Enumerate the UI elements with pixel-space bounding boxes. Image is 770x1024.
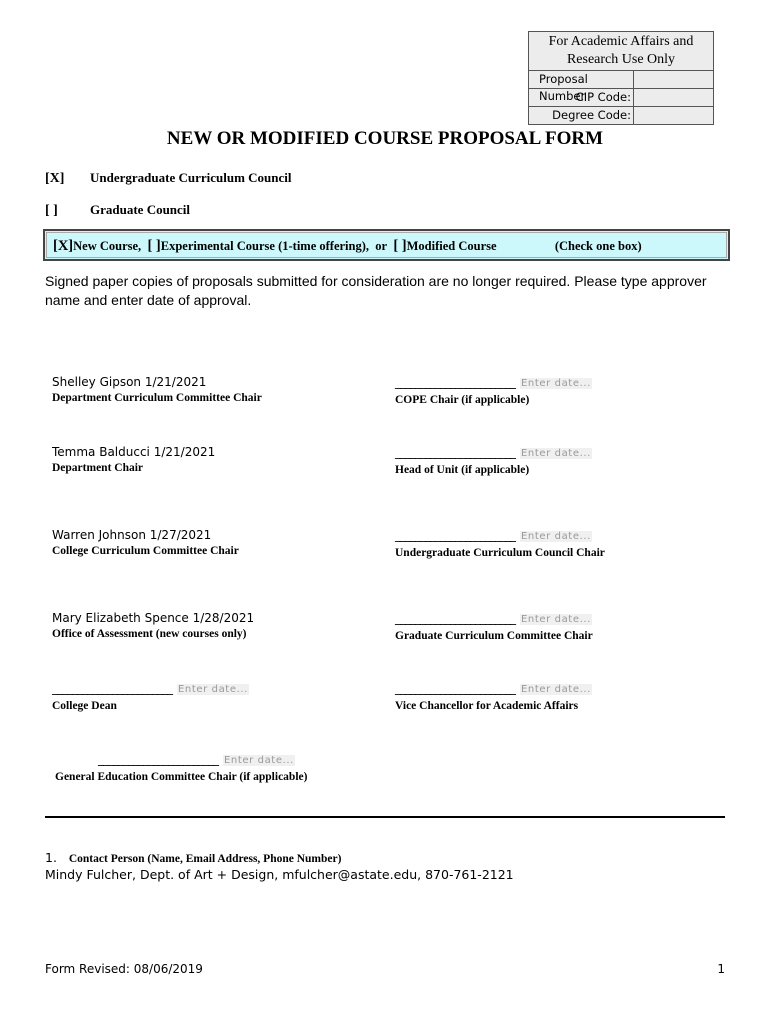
check-one-instruction: (Check one box) xyxy=(554,239,642,253)
contact-question-line xyxy=(45,850,514,867)
contact-answer[interactable]: Mindy Fulcher, Dept. of Art + Design, mfulcher@astate.edu, 870-761-2121 xyxy=(45,867,514,882)
sig-ucc-chair-entry xyxy=(395,527,605,545)
sig-dept-chair xyxy=(52,444,215,476)
sig-cope-line[interactable]: ________________________ xyxy=(395,375,515,389)
sig-cope-role: COPE Chair (if applicable) xyxy=(395,394,530,406)
or-text: or xyxy=(375,239,388,253)
sig-vice-chancellor-date[interactable]: Enter date... xyxy=(521,684,591,695)
sig-gen-ed xyxy=(55,751,307,785)
sig-college-dean xyxy=(52,680,249,714)
sig-college-curriculum xyxy=(52,527,239,559)
sig-cope xyxy=(395,374,592,408)
sig-ucc-chair-date[interactable]: Enter date... xyxy=(521,531,591,542)
sig-vice-chancellor-entry xyxy=(395,680,592,698)
sig-ucc-chair-line[interactable]: ________________________ xyxy=(395,528,515,542)
contact-question-number: 1. xyxy=(45,850,57,865)
sig-dept-chair-role: Department Chair xyxy=(52,462,144,474)
form-revised-date: Form Revised: 08/06/2019 xyxy=(45,962,203,976)
sig-assessment-role: Office of Assessment (new courses only) xyxy=(52,628,247,640)
sig-dept-curriculum-role: Department Curriculum Committee Chair xyxy=(52,392,262,404)
course-type-box xyxy=(43,229,730,261)
sig-college-curriculum-role: College Curriculum Committee Chair xyxy=(52,545,239,557)
degree-code-row xyxy=(529,107,713,124)
sig-grad-curriculum-line[interactable]: ________________________ xyxy=(395,611,515,625)
page-number: 1 xyxy=(717,962,725,976)
contact-section xyxy=(45,850,514,883)
sig-head-unit-date[interactable]: Enter date... xyxy=(521,448,591,459)
sig-cope-entry xyxy=(395,374,592,392)
sig-grad-curriculum-date[interactable]: Enter date... xyxy=(521,614,591,625)
cip-code-label: CIP Code: xyxy=(529,89,634,106)
sig-college-dean-date[interactable]: Enter date... xyxy=(178,684,248,695)
sig-grad-curriculum xyxy=(395,610,593,644)
sig-ucc-chair xyxy=(395,527,605,561)
sig-assessment xyxy=(52,610,254,642)
graduate-checkbox[interactable]: [ ] xyxy=(45,203,58,218)
sig-gen-ed-date[interactable]: Enter date... xyxy=(224,755,294,766)
proposal-number-field[interactable] xyxy=(634,71,713,88)
sig-gen-ed-role: General Education Committee Chair (if applicable) xyxy=(55,771,308,783)
undergraduate-council-label: Undergraduate Curriculum Council xyxy=(90,170,292,185)
council-graduate xyxy=(45,202,190,219)
office-use-box xyxy=(528,31,714,125)
experimental-course-checkbox[interactable]: [ ] xyxy=(147,238,161,254)
sig-ucc-chair-role: Undergraduate Curriculum Council Chair xyxy=(395,547,605,559)
new-course-label: New Course, xyxy=(73,239,142,253)
office-use-heading: For Academic Affairs and Research Use Only xyxy=(529,32,713,71)
sig-grad-curriculum-role: Graduate Curriculum Committee Chair xyxy=(395,630,593,642)
sig-college-curriculum-name[interactable]: Warren Johnson 1/27/2021 xyxy=(52,528,212,542)
sig-grad-curriculum-entry xyxy=(395,610,593,628)
sig-vice-chancellor-line[interactable]: ________________________ xyxy=(395,681,515,695)
cip-code-row xyxy=(529,89,713,107)
new-course-checkbox[interactable]: [X] xyxy=(53,238,74,254)
sig-college-dean-entry xyxy=(52,680,249,698)
sig-dept-curriculum xyxy=(52,374,262,406)
sig-assessment-name[interactable]: Mary Elizabeth Spence 1/28/2021 xyxy=(52,611,255,625)
experimental-course-label: Experimental Course (1-time offering), xyxy=(160,239,370,253)
degree-code-field[interactable] xyxy=(634,107,713,124)
council-undergraduate xyxy=(45,170,292,187)
section-divider xyxy=(45,816,725,818)
sig-dept-chair-name[interactable]: Temma Balducci 1/21/2021 xyxy=(52,445,216,459)
sig-head-unit-role: Head of Unit (if applicable) xyxy=(395,464,530,476)
contact-question: Contact Person (Name, Email Address, Phone Number) xyxy=(68,853,342,865)
modified-course-checkbox[interactable]: [ ] xyxy=(393,238,407,254)
form-title: NEW OR MODIFIED COURSE PROPOSAL FORM xyxy=(166,128,604,149)
undergraduate-checkbox[interactable]: [X] xyxy=(45,171,65,186)
sig-gen-ed-line[interactable]: ________________________ xyxy=(98,752,218,766)
sig-college-dean-role: College Dean xyxy=(52,700,117,712)
sig-head-unit-entry xyxy=(395,444,592,462)
sig-head-unit-line[interactable]: ________________________ xyxy=(395,445,515,459)
intro-paragraph: Signed paper copies of proposals submitted for consideration are no longer required. Please type approver name and enter date of approval. xyxy=(45,273,707,308)
proposal-number-label: Proposal Number xyxy=(529,71,634,88)
cip-code-field[interactable] xyxy=(634,89,713,106)
sig-vice-chancellor xyxy=(395,680,592,714)
sig-vice-chancellor-role: Vice Chancellor for Academic Affairs xyxy=(395,700,579,712)
graduate-council-label: Graduate Council xyxy=(90,202,191,217)
sig-head-unit xyxy=(395,444,592,478)
sig-dept-curriculum-name[interactable]: Shelley Gipson 1/21/2021 xyxy=(52,375,207,389)
sig-cope-date[interactable]: Enter date... xyxy=(521,378,591,389)
sig-gen-ed-entry xyxy=(55,751,307,769)
sig-college-dean-line[interactable]: ________________________ xyxy=(52,681,172,695)
degree-code-label: Degree Code: xyxy=(529,107,634,124)
modified-course-label: Modified Course xyxy=(406,239,497,253)
